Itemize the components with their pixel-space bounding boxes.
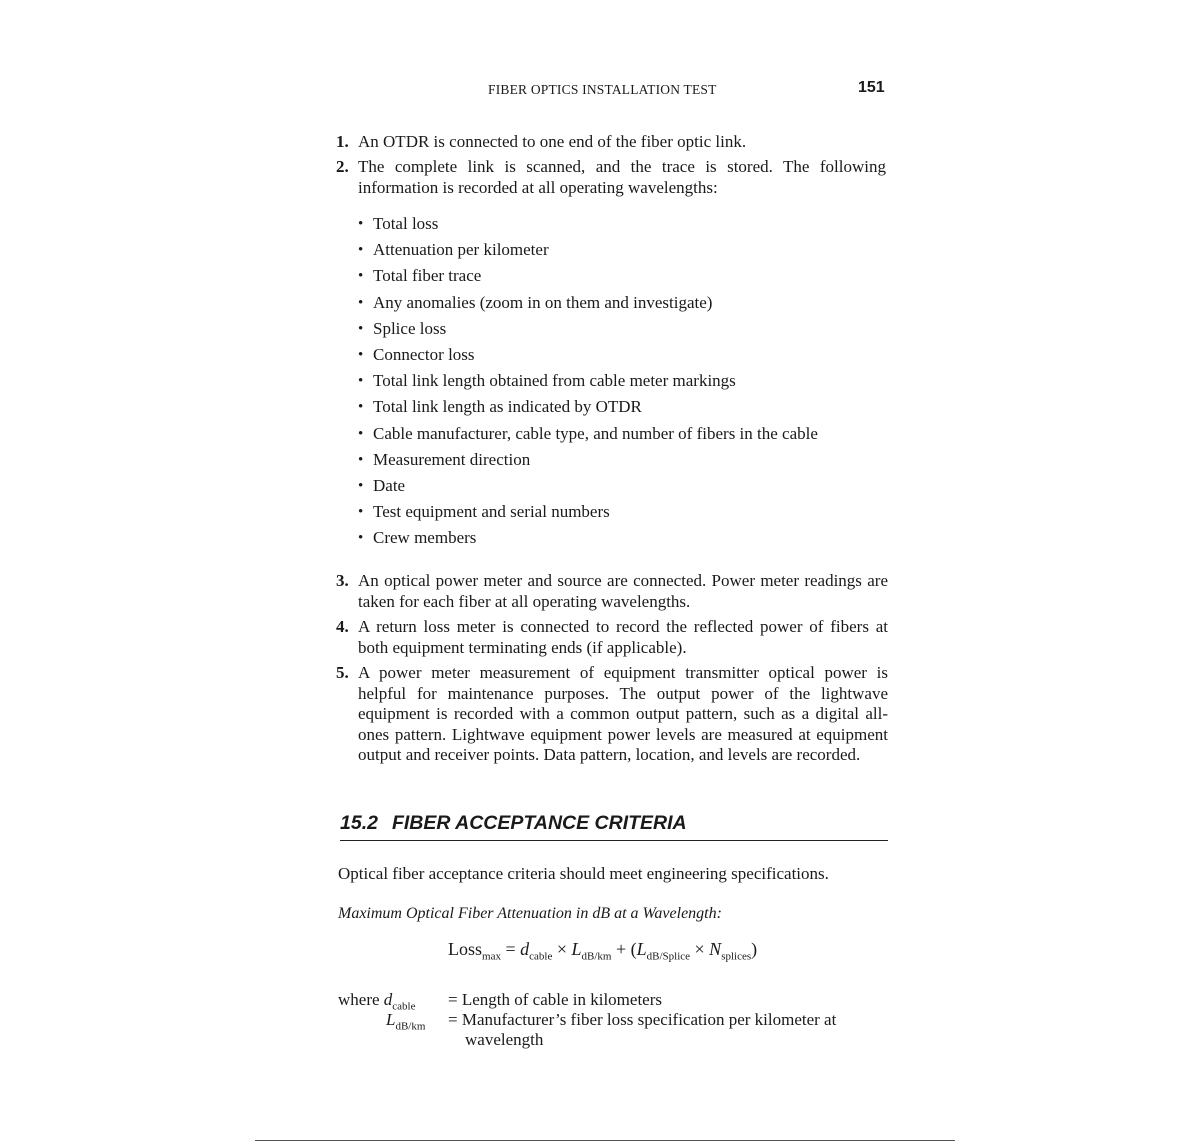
- formula-loss-sub: max: [482, 950, 501, 963]
- running-header-title: FIBER OPTICS INSTALLATION TEST: [488, 82, 717, 97]
- step-text: An OTDR is connected to one end of the fiber optic link.: [358, 132, 747, 151]
- where-def-dcable: = Length of cable in kilometers: [448, 990, 662, 1009]
- formula-close-paren: ): [751, 939, 758, 959]
- step-number: 1.: [336, 132, 349, 151]
- step-text: A power meter measurement of equipment transmitter optical power is helpful for maintenance purposes. The output power of the lightwave equipment is recorded with a common output pattern, such as a digital all-ones pattern. Lightwave equipment power levels are measured at equipment output and receiver points. Data pattern, location, and levels are recorded.: [358, 663, 888, 764]
- list-item: • Cable manufacturer, cable type, and number of fibers in the cable: [358, 423, 818, 449]
- formula-n-sub: splices: [721, 950, 752, 963]
- list-item: • Total link length obtained from cable meter markings: [358, 370, 818, 396]
- where-def-ldbkm: = Manufacturer’s fiber loss specification per kilometer at: [448, 1010, 837, 1029]
- where-row-ldbkm: [386, 1010, 425, 1032]
- formula-open-paren: (: [630, 939, 637, 959]
- recorded-info-list: [358, 213, 818, 553]
- where-symbol-sub: dB/km: [395, 1020, 426, 1033]
- list-item: • Connector loss: [358, 344, 818, 370]
- list-item: • Any anomalies (zoom in on them and investigate): [358, 292, 818, 318]
- where-symbol-sub: cable: [392, 1000, 416, 1013]
- formula-plus: +: [615, 939, 627, 959]
- section-heading: [340, 812, 888, 841]
- formula-loss: Loss: [448, 939, 483, 959]
- formula-l-sub: dB/km: [581, 950, 612, 963]
- formula-n: N: [709, 939, 722, 959]
- formula-l2-sub: dB/Splice: [646, 950, 691, 963]
- step-4: [336, 617, 888, 658]
- attenuation-formula: [448, 939, 757, 963]
- list-item: • Attenuation per kilometer: [358, 239, 818, 265]
- list-item: • Test equipment and serial numbers: [358, 501, 818, 527]
- where-symbol: d: [383, 990, 393, 1009]
- step-5: [336, 663, 888, 766]
- formula-l: L: [571, 939, 582, 959]
- step-text: The complete link is scanned, and the trace is stored. The following information is recorded at all operating wavelengths:: [358, 157, 886, 197]
- list-item: • Crew members: [358, 527, 818, 553]
- step-number: 3.: [336, 571, 349, 590]
- step-text: A return loss meter is connected to record the reflected power of fibers at both equipment terminating ends (if applicable).: [358, 617, 888, 657]
- formula-times: ×: [556, 939, 567, 959]
- list-item: • Date: [358, 475, 818, 501]
- formula-l2: L: [636, 939, 647, 959]
- list-item: • Total fiber trace: [358, 265, 818, 291]
- step-text: An optical power meter and source are connected. Power meter readings are taken for each fiber at all operating wavelengths.: [358, 571, 888, 611]
- step-3: [336, 571, 888, 612]
- formula-equals: =: [505, 939, 516, 959]
- where-word: where: [338, 990, 380, 1009]
- formula-caption: Maximum Optical Fiber Attenuation in dB at a Wavelength:: [338, 905, 722, 922]
- list-item: • Total loss: [358, 213, 818, 239]
- formula-d: d: [520, 939, 530, 959]
- step-2: [336, 157, 886, 198]
- section-number: 15.2: [340, 812, 378, 834]
- section-intro: Optical fiber acceptance criteria should meet engineering specifications.: [338, 864, 829, 883]
- list-item: • Total link length as indicated by OTDR: [358, 396, 818, 422]
- step-number: 2.: [336, 157, 349, 176]
- where-symbol: L: [386, 1010, 396, 1029]
- step-1: [336, 132, 886, 153]
- step-number: 4.: [336, 617, 349, 636]
- step-number: 5.: [336, 663, 349, 682]
- section-title: FIBER ACCEPTANCE CRITERIA: [391, 812, 687, 834]
- page-bottom-rule: [255, 1140, 955, 1141]
- list-item: • Splice loss: [358, 318, 818, 344]
- formula-d-sub: cable: [529, 950, 553, 963]
- where-def-ldbkm-cont: wavelength: [465, 1030, 544, 1049]
- formula-times2: ×: [694, 939, 705, 959]
- page-number: 151: [858, 79, 885, 96]
- list-item: • Measurement direction: [358, 449, 818, 475]
